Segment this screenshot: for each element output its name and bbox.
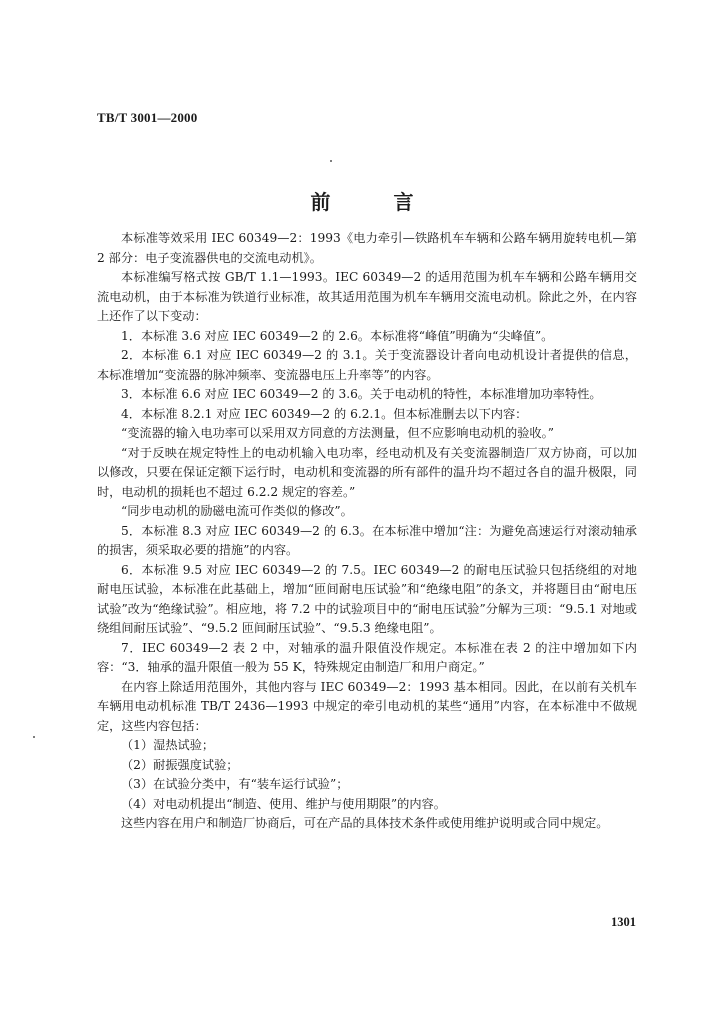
standard-code: TB/T 3001—2000 (97, 110, 198, 125)
deleted-quote-3: “同步电动机的励磁电流可作类似的修改”。 (121, 504, 353, 518)
change-item-7: 7．IEC 60349—2 表 2 中，对轴承的温升限值没作规定。本标准在表 2 的注中增加如下内容：“3．轴承的温升限值一般为 55 K，特殊规定由制造厂和用户商定。” (97, 640, 637, 674)
change-item-1: 1．本标准 3.6 对应 IEC 60349—2 的 2.6。本标准将“峰值”明确为“尖峰值”。 (121, 328, 554, 343)
change-item-2: 2．本标准 6.1 对应 IEC 60349—2 的 3.1。关于变流器设计者向电动机设计者提供的信息，本标准增加“变流器的脉冲频率、变流器电压上升率等”的内容。 (97, 348, 637, 382)
paragraph-format: 本标准编写格式按 GB/T 1.1—1993。IEC 60349—2 的适用范围为机车车辆和公路车辆用交流电动机，由于本标准为铁道行业标准，故其适用范围为机车车辆用交流电动机。除此之外，在内容上还作了以下变动： (97, 270, 637, 323)
scan-speck (330, 160, 332, 162)
page-title: 前 言 (310, 190, 442, 214)
list-item: （1）湿热试验； (121, 738, 215, 752)
preface-body (97, 229, 637, 834)
deleted-quote-1: “变流器的输入电功率可以采用双方同意的方法测量，但不应影响电动机的验收。” (121, 426, 554, 440)
list-item: （4）对电动机提出“制造、使用、维护与使用期限”的内容。 (121, 796, 446, 811)
scan-speck (33, 736, 35, 738)
change-item-6: 6．本标准 9.5 对应 IEC 60349—2 的 7.5。IEC 60349—2 的耐电压试验只包括绕组的对地耐电压试验，本标准在此基础上，增加“匝间耐电压试验”和“绝缘电阻”的条文，并将题目由“耐电压试验”改为“绝缘试验”。相应地，将 7.2 中的试验项目中的“耐电压试验”分解为三项：“9.5.1 对地或绕组间耐压试验”、“9.5.2 匝间耐压试验”、“9.5.3 绝缘电阻”。 (97, 562, 637, 635)
paragraph-closing: 这些内容在用户和制造厂协商后，可在产品的具体技术条件或使用维护说明或合同中规定。 (121, 816, 609, 830)
change-item-4: 4．本标准 8.2.1 对应 IEC 60349—2 的 6.2.1。但本标准删去以下内容： (121, 406, 528, 421)
change-item-3: 3．本标准 6.6 对应 IEC 60349—2 的 3.6。关于电动机的特性，本标准增加功率特性。 (121, 387, 602, 401)
page-number: 1301 (611, 915, 636, 929)
list-item: （2）耐振强度试验； (121, 757, 239, 772)
deleted-quote-2: “对于反映在规定特性上的电动机输入电功率，经电动机及有关变流器制造厂双方协商，可以加以修改，只要在保证定额下运行时，电动机和变流器的所有部件的温升均不超过各自的温升极限，同时，电动机的损耗也不超过 6.2.2 规定的容差。” (97, 445, 637, 499)
paragraph-scope: 在内容上除适用范围外，其他内容与 IEC 60349—2：1993 基本相同。因此，在以前有关机车车辆用电动机标准 TB/T 2436—1993 中规定的牵引电动机的某些“通用”内容，在本标准中不做规定，这些内容包括： (97, 679, 637, 733)
paragraph-intro: 本标准等效采用 IEC 60349—2：1993《电力牵引—铁路机车车辆和公路车辆用旋转电机—第 2 部分：电子变流器供电的交流电动机》。 (97, 231, 637, 265)
list-item: （3）在试验分类中，有“装车运行试验”； (121, 777, 349, 791)
change-item-5: 5．本标准 8.3 对应 IEC 60349—2 的 6.3。在本标准中增加“注：为避免高速运行对滚动轴承的损害，须采取必要的措施”的内容。 (97, 523, 637, 557)
